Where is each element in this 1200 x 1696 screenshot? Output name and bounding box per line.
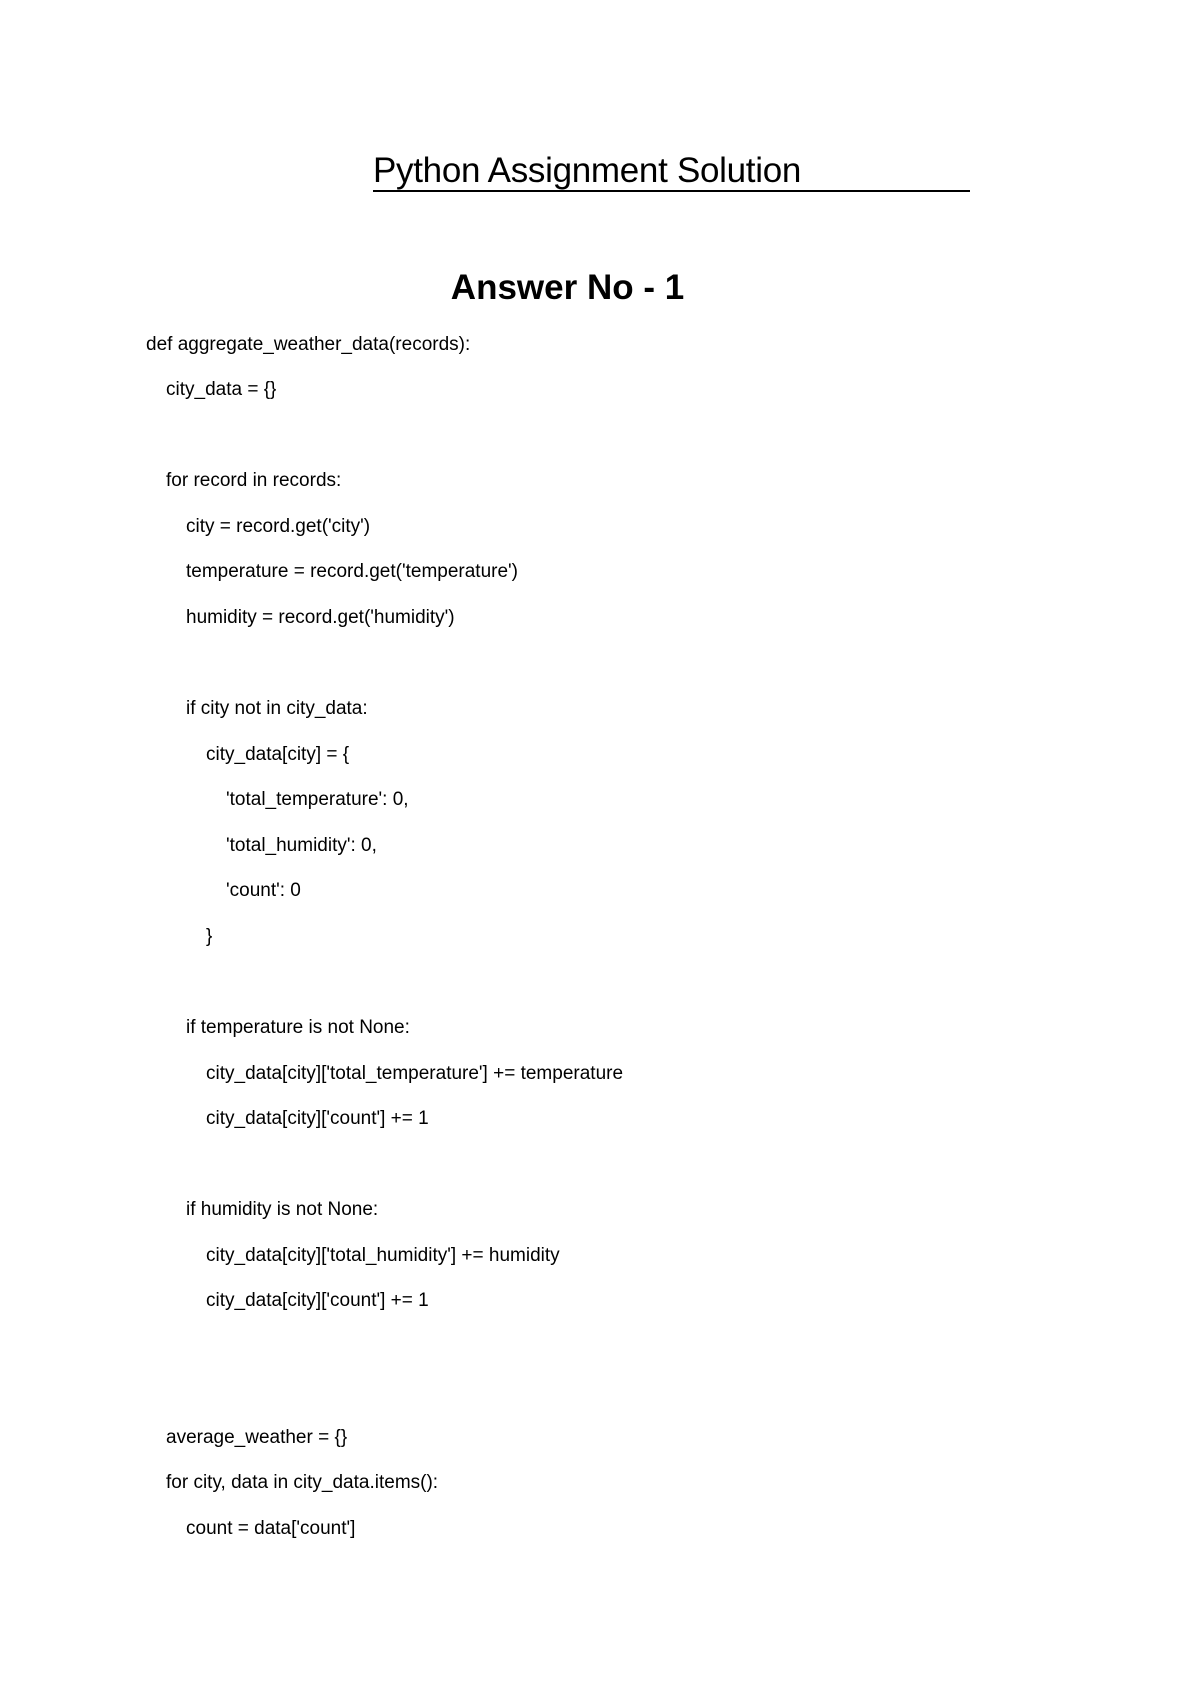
code-line: city_data = {} [166,379,277,400]
code-line: city = record.get('city') [186,516,371,537]
code-line: city_data[city]['count'] += 1 [206,1290,429,1311]
code-line: temperature = record.get('temperature') [186,561,518,582]
document-title: Python Assignment Solution [373,151,802,190]
answer-heading-text: Answer No - 1 [450,268,685,307]
code-line: 'total_humidity': 0, [226,835,377,856]
code-line: count = data['count'] [186,1518,356,1539]
code-line: for record in records: [166,470,342,491]
code-line: 'total_temperature': 0, [226,789,409,810]
code-line: city_data[city]['total_humidity'] += humidity [206,1245,560,1266]
code-line: def aggregate_weather_data(records): [146,334,471,355]
code-line: city_data[city]['count'] += 1 [206,1108,429,1129]
code-line: average_weather = {} [166,1427,348,1448]
code-line: city_data[city]['total_temperature'] += temperature [206,1063,624,1084]
code-line: if temperature is not None: [186,1017,410,1038]
document-title-block [373,150,970,196]
title-underline [373,190,970,192]
code-line: city_data[city] = { [206,744,350,765]
code-line: 'count': 0 [226,880,301,901]
answer-heading [0,267,1135,309]
code-line: } [206,926,213,947]
code-line: if city not in city_data: [186,698,368,719]
code-line: if humidity is not None: [186,1199,379,1220]
code-line: for city, data in city_data.items(): [166,1472,439,1493]
code-line: humidity = record.get('humidity') [186,607,455,628]
